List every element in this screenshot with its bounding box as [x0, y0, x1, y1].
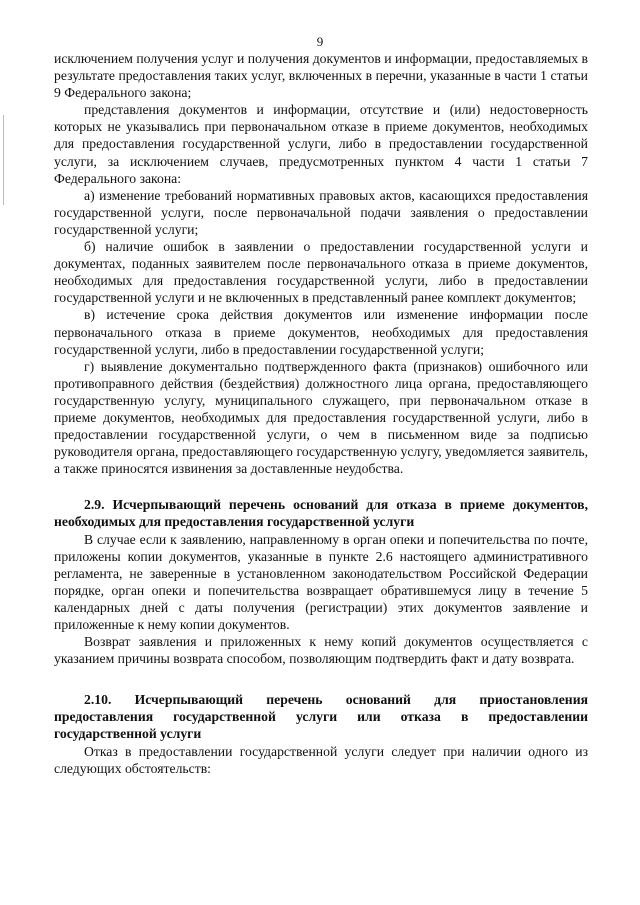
list-item-v: в) истечение срока действия документов или изменение информации после первоначального отказа в приеме документов, необходимых для предоставления государственной услуги, либо в предоставлении государственной услуги; [54, 307, 588, 357]
page-number: 9 [316, 34, 324, 49]
paragraph-documents-info: представления документов и информации, отсутствие и (или) недостоверность которых не указывались при первоначальном отказе в приеме документов, необходимых для предоставления государственной услуги, либо в предоставлении государственной услуги, за исключением случаев, предусмотренных пунктом 4 части 1 статьи 7 Федерального закона: [54, 102, 588, 186]
list-item-b: б) наличие ошибок в заявлении о предоставлении государственной услуги и документах, поданных заявителем после первоначального отказа в приеме документов, необходимых для предоставления государственной услуги, либо в предоставлении государственной услуги и не включенных в представленный ранее комплект документов; [54, 239, 588, 306]
list-item-a: а) изменение требований нормативных правовых актов, касающихся предоставления государственной услуги, после первоначальной подачи заявления о предоставлении государственной услуги; [54, 187, 588, 237]
section-2-9-paragraph: В случае если к заявлению, направленному в орган опеки и попечительства по почте, приложены копии документов, указанные в пункте 2.6 настоящего административного регламента, не заверенные в установленном законодательством Российской Федерации порядке, орган опеки и попечительства возвращает обратившемуся лицу в течение 5 календарных дней с даты получения (регистрации) этих документов заявление и приложенные к нему копии документов. [54, 531, 588, 632]
paragraph-continuation: исключением получения услуг и получения документов и информации, предоставляемых в результате предоставления таких услуг, включенных в перечни, указанные в части 1 статьи 9 Федерального закона; [54, 51, 589, 101]
section-2-10-paragraph: Отказ в предоставлении государственной услуги следует при наличии одного из следующих обстоятельств: [54, 743, 588, 776]
scan-margin-line [3, 115, 4, 205]
list-item-g: г) выявление документально подтвержденного факта (признаков) ошибочного или противоправного действия (бездействия) должностного лица органа, предоставляющего государственную услугу, муниципального служащего, при первоначальном отказе в приеме документов, необходимых для предоставления государственной услуги, либо в предоставлении государственной услуги, о чем в письменном виде за подписью руководителя органа, предоставляющего государственную услугу, уведомляется заявитель, а также приносятся извинения за доставленные неудобства. [54, 358, 588, 477]
section-heading-2-9: 2.9. Исчерпывающий перечень оснований для отказа в приеме документов, необходимых для предоставления государственной услуги [54, 497, 588, 530]
section-heading-2-10: 2.10. Исчерпывающий перечень оснований для приостановления предоставления государственной услуги или отказа в предоставлении государственной услуги [54, 692, 588, 742]
document-body [54, 50, 588, 777]
section-2-9-paragraph: Возврат заявления и приложенных к нему копий документов осуществляется с указанием причины возврата способом, позволяющим подтвердить факт и дату возврата. [54, 634, 588, 667]
